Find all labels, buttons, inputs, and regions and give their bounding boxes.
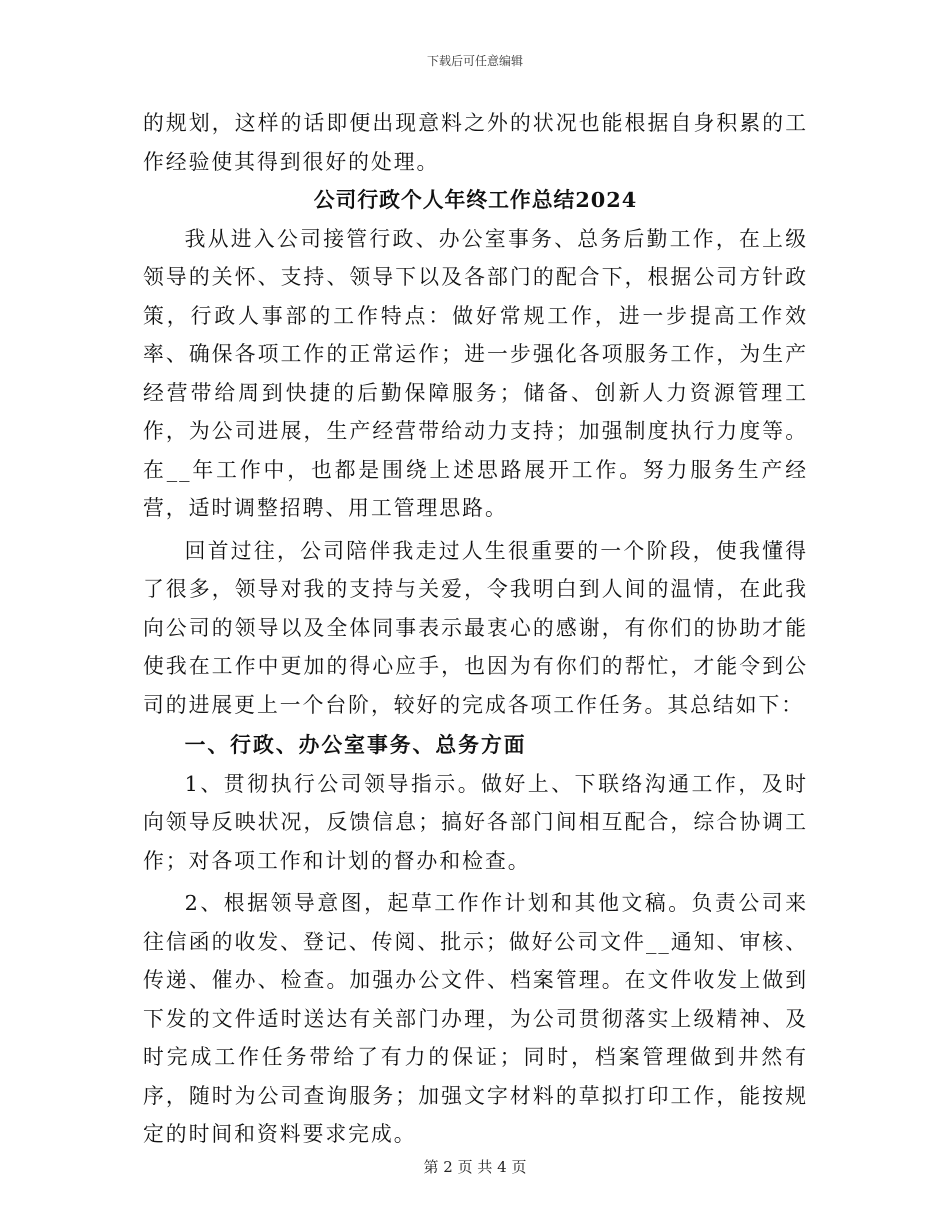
page-footer: 第 2 页 共 4 页 xyxy=(423,1158,527,1176)
continuation-paragraph: 的规划，这样的话即便出现意料之外的状况也能根据自身积累的工作经验使其得到很好的处理。 xyxy=(143,111,808,174)
paragraph-review: 回首过往，公司陪伴我走过人生很重要的一个阶段，使我懂得了很多，领导对我的支持与关爱，令我明白到人间的温情，在此我向公司的领导以及全体同事表示最衷心的感谢，有你们的协助才能使我在工作中更加的得心应手，也因为有你们的帮忙，才能令到公司的进展更上一个台阶，较好的完成各项工作任务。其总结如下： xyxy=(143,538,808,717)
page-header: 下载后可任意编辑 xyxy=(426,54,523,68)
list-item-2: 2、根据领导意图，起草工作作计划和其他文稿。负责公司来往信函的收发、登记、传阅、批示；做好公司文件__通知、审核、传递、催办、检查。加强办公文件、档案管理。在文件收发上做到下发的文件适时送达有关部门办理，为公司贯彻落实上级精神、及时完成工作任务带给了有力的保证；同时，档案管理做到井然有序，随时为公司查询服务；加强文字材料的草拟打印工作，能按规定的时间和资料要求完成。 xyxy=(143,891,808,1146)
document-body xyxy=(143,104,808,1154)
list-item-1: 1、贯彻执行公司领导指示。做好上、下联络沟通工作，及时向领导反映状况，反馈信息；搞好各部门间相互配合，综合协调工作；对各项工作和计划的督办和检查。 xyxy=(143,771,808,873)
document-title: 公司行政个人年终工作总结2024 xyxy=(313,187,638,212)
paragraph-intro: 我从进入公司接管行政、办公室事务、总务后勤工作，在上级领导的关怀、支持、领导下以及各部门的配合下，根据公司方针政策，行政人事部的工作特点：做好常规工作，进一步提高工作效率、确保各项工作的正常运作；进一步强化各项服务工作，为生产经营带给周到快捷的后勤保障服务；储备、创新人力资源管理工作，为公司进展，生产经营带给动力支持；加强制度执行力度等。在__年工作中，也都是围绕上述思路展开工作。努力服务生产经营，适时调整招聘、用工管理思路。 xyxy=(143,226,808,520)
section-heading: 一、行政、办公室事务、总务方面 xyxy=(184,732,527,757)
